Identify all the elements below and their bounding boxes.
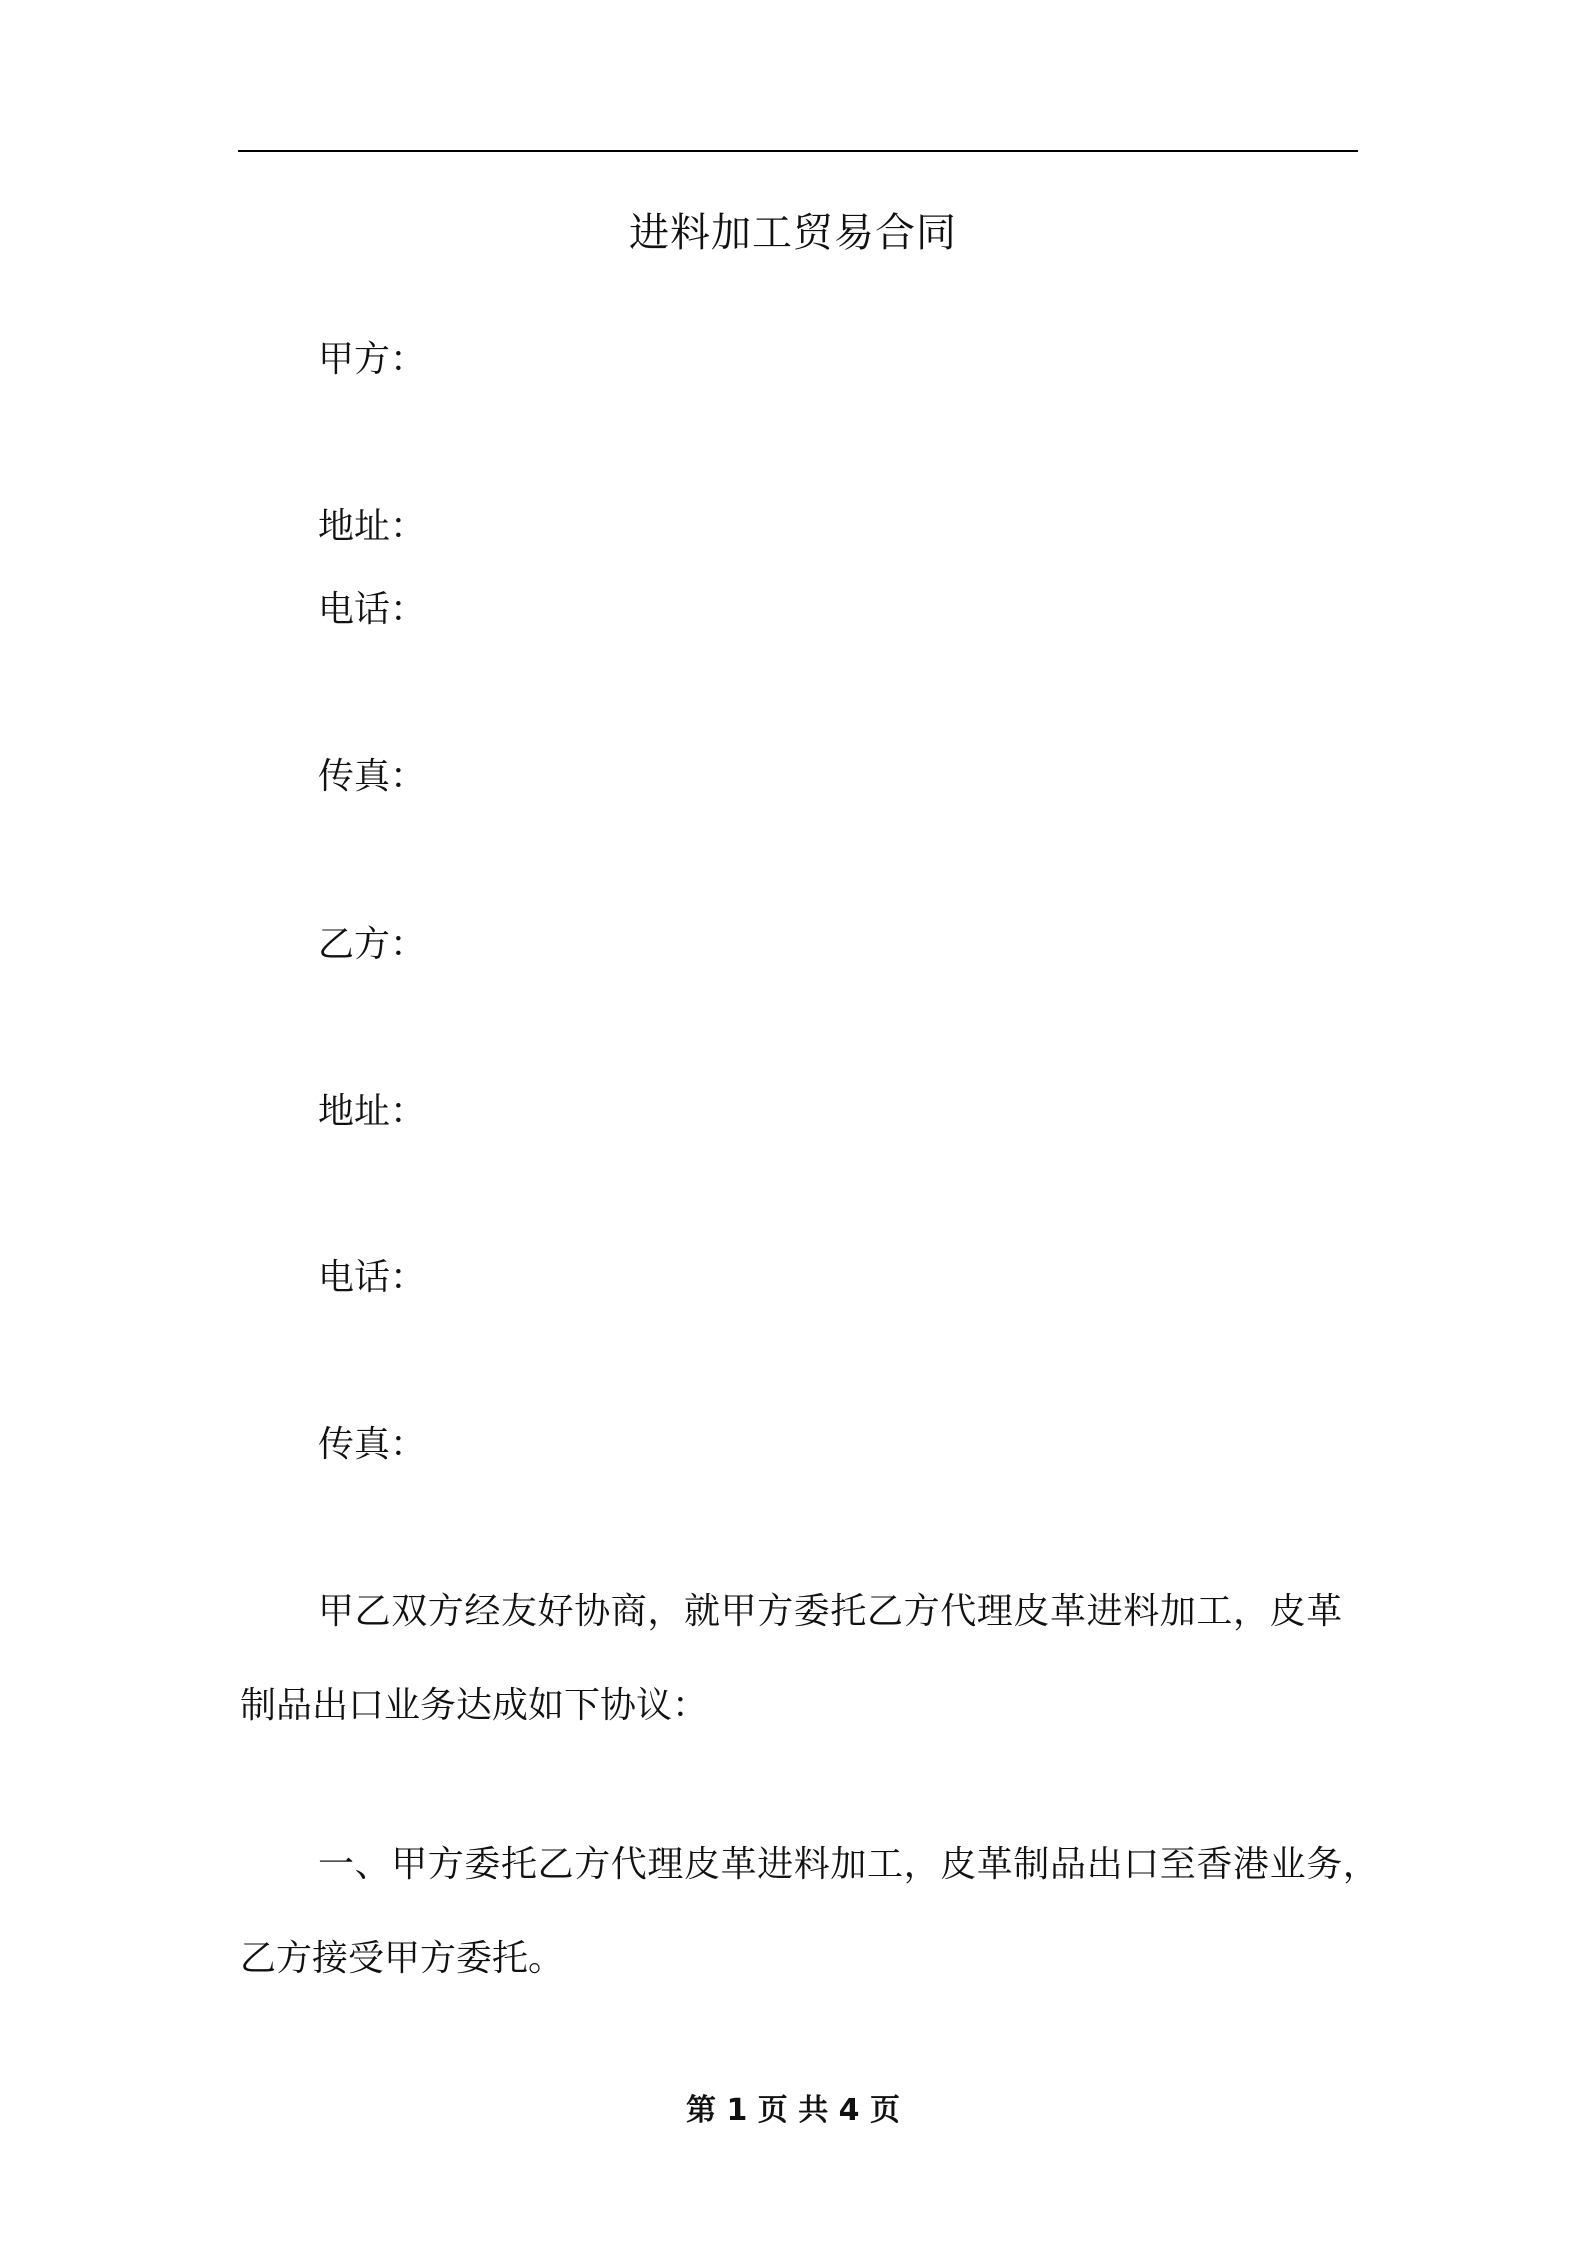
party-b-address-label: 地址： bbox=[318, 1091, 427, 1132]
clause-1-paragraph bbox=[240, 1840, 1380, 1984]
party-b-name-label: 乙方： bbox=[318, 924, 427, 965]
party-a-phone-label: 电话： bbox=[318, 589, 427, 630]
document-title: 进料加工贸易合同 bbox=[629, 210, 957, 256]
party-a-fax-label: 传真： bbox=[318, 756, 427, 797]
preamble-line-1: 甲乙双方经友好协商，就甲方委托乙方代理皮革进料加工，皮革 bbox=[318, 1591, 1343, 1632]
party-b-phone-label: 电话： bbox=[318, 1257, 427, 1298]
preamble-line-2: 制品出口业务达成如下协议： bbox=[240, 1685, 709, 1726]
preamble-paragraph bbox=[240, 1587, 1365, 1731]
party-b-fax-label: 传真： bbox=[318, 1424, 427, 1465]
header-rule bbox=[238, 150, 1358, 152]
clause-1-line-2: 乙方接受甲方委托。 bbox=[240, 1938, 565, 1979]
party-a-address-label: 地址： bbox=[318, 506, 427, 547]
page-indicator: 第 1 页 共 4 页 bbox=[686, 2093, 900, 2128]
clause-1-line-1: 一、甲方委托乙方代理皮革进料加工，皮革制品出口至香港业务， bbox=[318, 1844, 1380, 1885]
party-a-name-label: 甲方： bbox=[318, 339, 427, 380]
